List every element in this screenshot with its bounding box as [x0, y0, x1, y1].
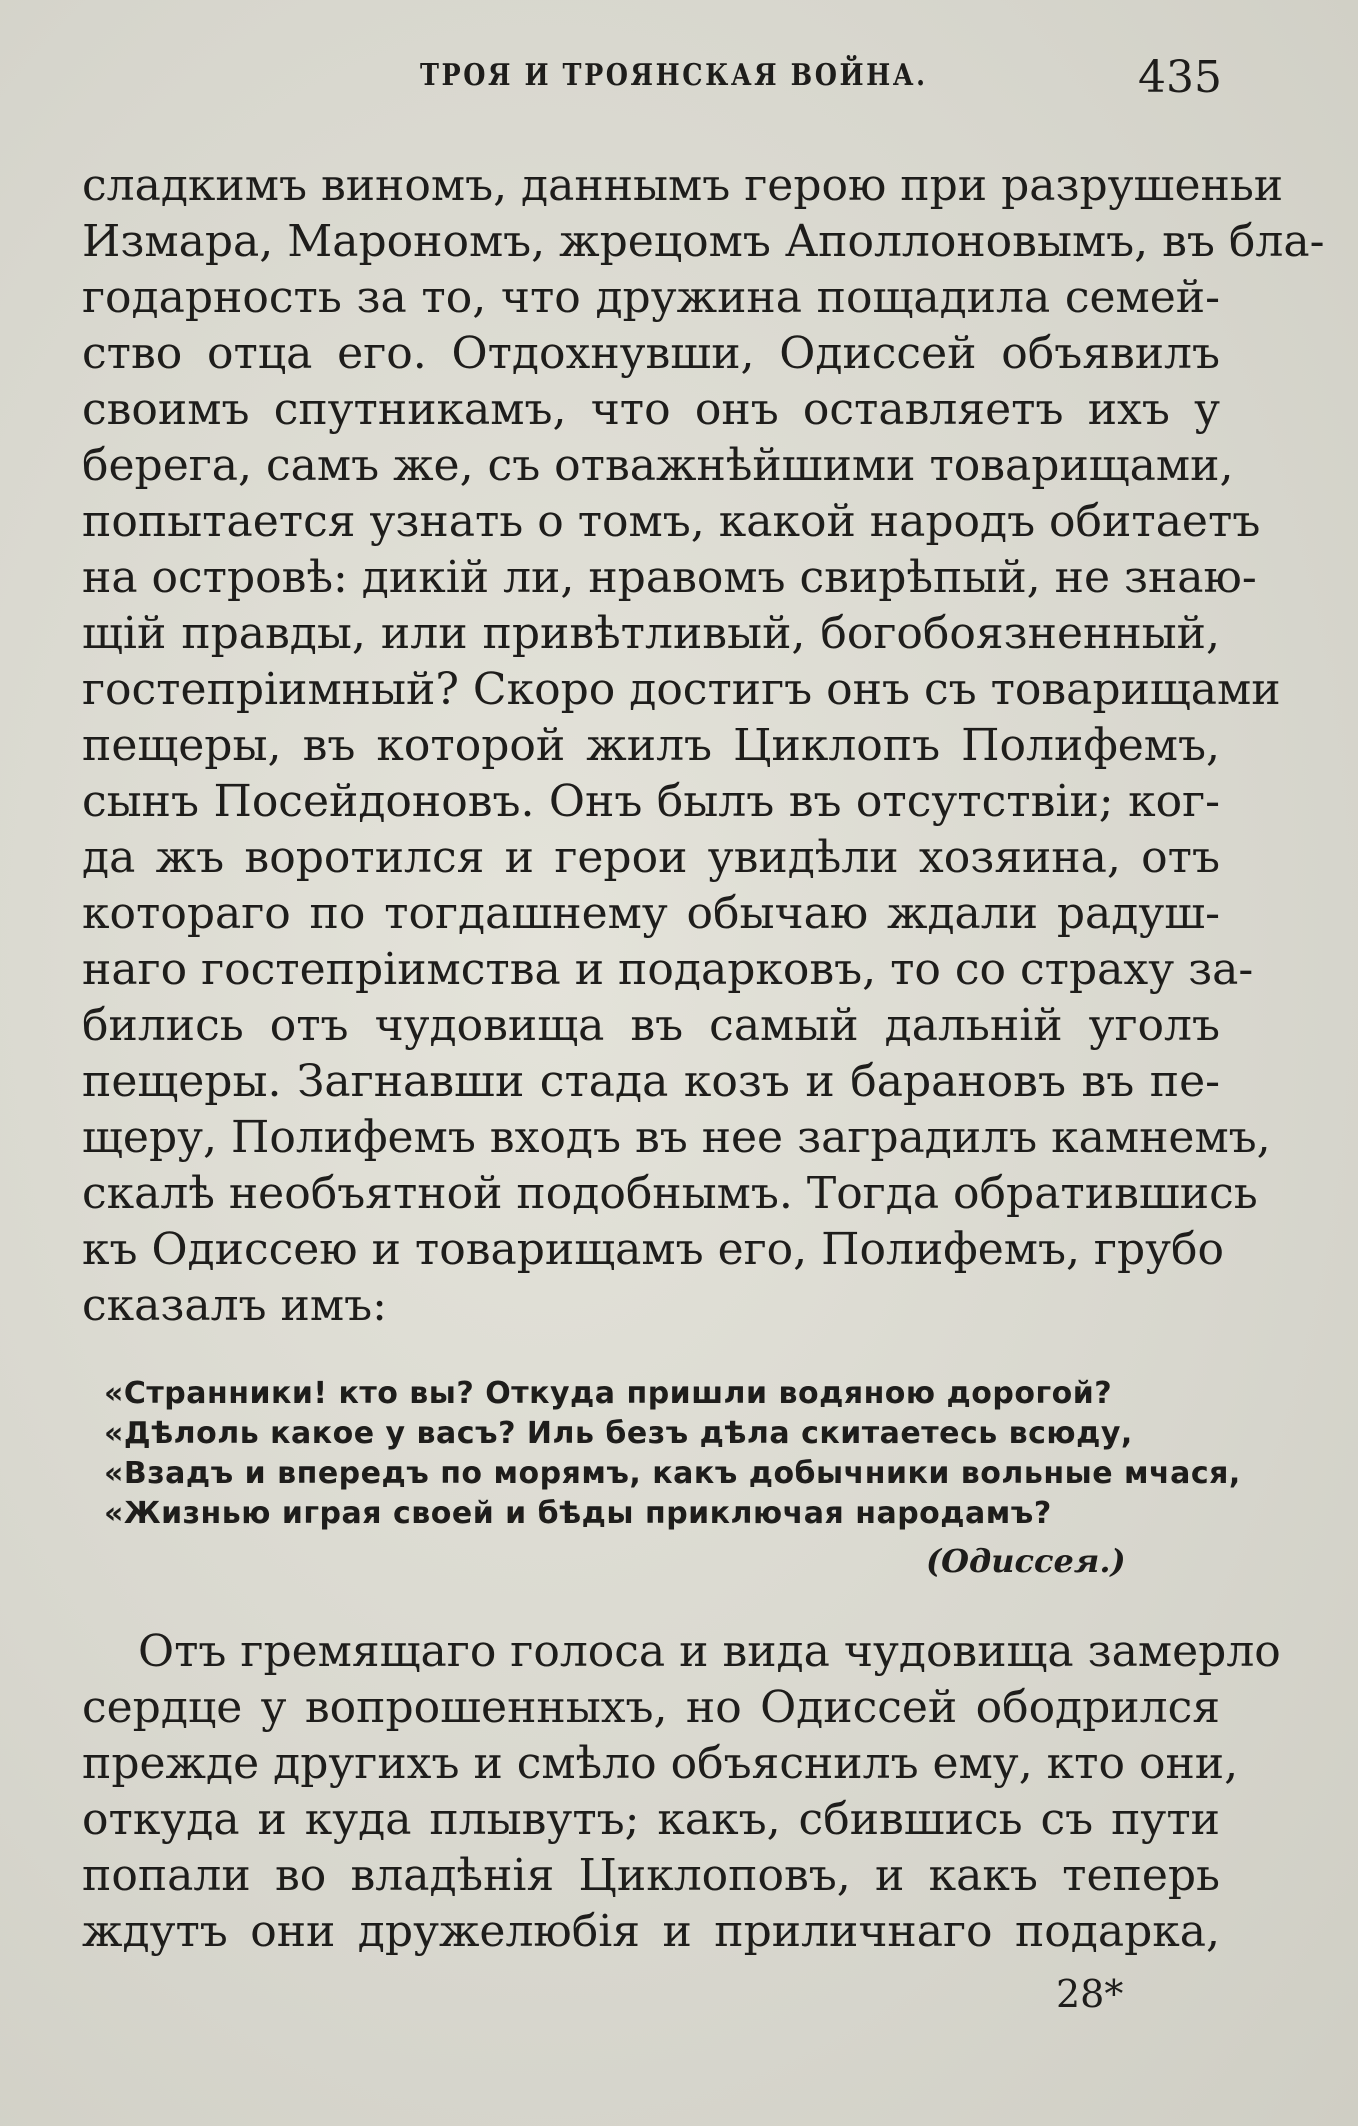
- text-line: скалѣ необъятной подобнымъ. Тогда обратившись: [82, 1168, 1258, 1219]
- signature-mark: 28*: [1056, 1972, 1124, 2016]
- text-line: наго гостепріимства и подарковъ, то со страху за-: [82, 944, 1254, 995]
- running-head: ТРОЯ И ТРОЯНСКАЯ ВОЙНА.: [420, 58, 928, 93]
- text-line: прежде другихъ и смѣло объяснилъ ему, кто они,: [82, 1738, 1239, 1789]
- verse-line: «Жизнью играя своей и бѣды приключая народамъ?: [104, 1496, 1052, 1531]
- text-line: берега, самъ же, съ отважнѣйшими товарищами,: [82, 440, 1234, 491]
- text-line: сынъ Посейдоновъ. Онъ былъ въ отсутствіи; ког-: [82, 776, 1220, 827]
- text-line: Измара, Марономъ, жрецомъ Аполлоновымъ, въ бла-: [82, 216, 1325, 267]
- text-line: своимъ спутникамъ, что онъ оставляетъ ихъ у: [82, 384, 1220, 435]
- text-line: попали во владѣнія Циклоповъ, и какъ теперь: [82, 1850, 1220, 1901]
- text-line: пещеры. Загнавши стада козъ и барановъ въ пе-: [82, 1056, 1220, 1107]
- text-line: къ Одиссею и товарищамъ его, Полифемъ, грубо: [82, 1224, 1225, 1275]
- text-line: бились отъ чудовища въ самый дальній уголъ: [82, 1000, 1220, 1051]
- text-line: гостепріимный? Скоро достигъ онъ съ товарищами: [82, 664, 1281, 715]
- text-line: щій правды, или привѣтливый, богобоязненный,: [82, 608, 1220, 659]
- text-line: откуда и куда плывутъ; какъ, сбившись съ пути: [82, 1794, 1220, 1845]
- text-line: да жъ воротился и герои увидѣли хозяина, отъ: [82, 832, 1220, 883]
- text-line: попытается узнать о томъ, какой народъ обитаетъ: [82, 496, 1261, 547]
- verse-line: «Странники! кто вы? Откуда пришли водяною дорогой?: [104, 1376, 1113, 1411]
- text-line: щеру, Полифемъ входъ въ нее заградилъ камнемъ,: [82, 1112, 1271, 1163]
- text-line: ждутъ они дружелюбія и приличнаго подарка,: [82, 1906, 1220, 1957]
- text-line: на островѣ: дикій ли, нравомъ свирѣпый, не знаю-: [82, 552, 1257, 603]
- text-line: сердце у вопрошенныхъ, но Одиссей ободрился: [82, 1682, 1220, 1733]
- verse-attribution: (Одиссея.): [926, 1542, 1126, 1580]
- text-line: ство отца его. Отдохнувши, Одиссей объявилъ: [82, 328, 1220, 379]
- text-line: сладкимъ виномъ, даннымъ герою при разрушеньи: [82, 160, 1284, 211]
- verse-line: «Дѣлоль какое у васъ? Иль безъ дѣла скитаетесь всюду,: [104, 1416, 1133, 1451]
- page-number: 435: [1138, 52, 1222, 103]
- text-line: котораго по тогдашнему обычаю ждали радуш-: [82, 888, 1220, 939]
- verse-line: «Взадъ и впередъ по морямъ, какъ добычники вольные мчася,: [104, 1456, 1241, 1491]
- text-line: пещеры, въ которой жилъ Циклопъ Полифемъ,: [82, 720, 1220, 771]
- text-line: Отъ гремящаго голоса и вида чудовища замерло: [138, 1626, 1281, 1677]
- text-line: годарность за то, что дружина пощадила семей-: [82, 272, 1220, 323]
- text-line: сказалъ имъ:: [82, 1280, 387, 1331]
